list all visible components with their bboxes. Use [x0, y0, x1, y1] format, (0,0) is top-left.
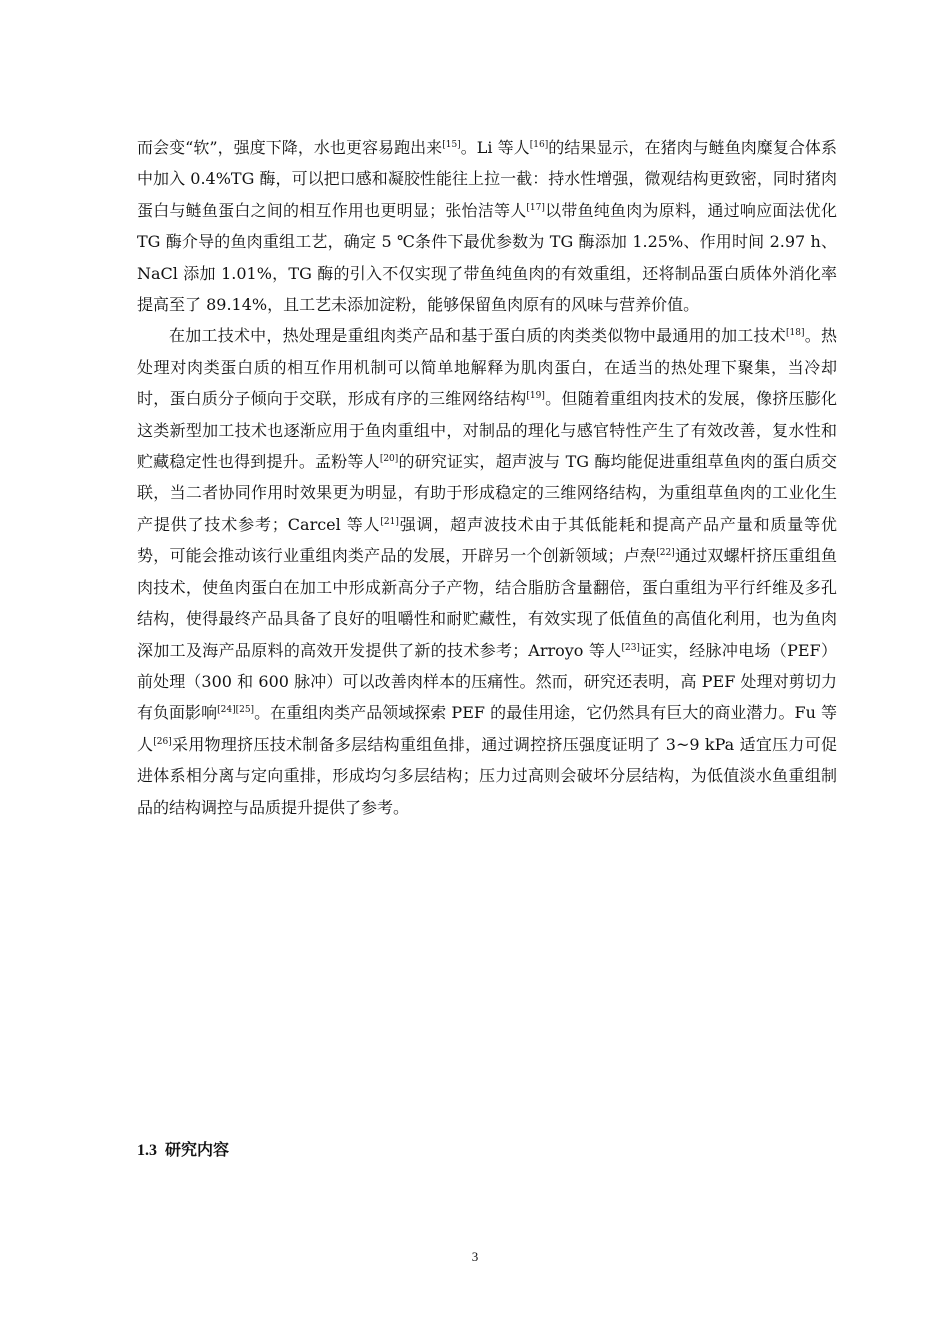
paragraph-2 — [137, 320, 837, 823]
citation-ref: [18] — [786, 328, 805, 339]
citation-ref: [15] — [442, 140, 461, 150]
paragraph-text: 。在重组肉类产品领域探索 PEF 的最佳用途，它仍然具有巨大的商业潜力。Fu 等人 — [137, 703, 837, 754]
page-number: 3 — [471, 1249, 479, 1264]
paragraph-1 — [137, 132, 837, 320]
citation-ref: [26] — [153, 736, 172, 747]
section-title: 研究内容 — [165, 1140, 230, 1159]
paragraph-text: 以带鱼纯鱼肉为原料，通过响应面法优化 TG 酶介导的鱼肉重组工艺，确定 5 ℃条件下最优参数为 TG 酶添加 1.25%、作用时间 2.97 h、NaCl 添加 1.01%，TG 酶的引入不仅实现了带鱼纯鱼肉的有效重组，还将制品蛋白质体外消化率提高至了 89.14%，且工艺未添加淀粉，能够保留鱼肉原有的风味与营养价值。 — [137, 200, 837, 315]
paragraph-text: 。Li 等人 — [460, 138, 530, 157]
citation-ref: [22] — [656, 548, 675, 559]
paragraph-text: 证实，经脉冲电场（PEF）前处理（300 和 600 脉冲）可以改善肉样本的压痛性。然而，研究还表明，高 PEF 处理对剪切力有负面影响 — [137, 640, 837, 723]
citation-ref: [20] — [379, 454, 399, 465]
citation-ref: [17] — [526, 202, 545, 213]
paragraph-text: 采用物理挤压技术制备多层结构重组鱼排，通过调控挤压强度证明了 3~9 kPa 适宜压力可促进体系相分离与定向重排，形成均匀多层结构；压力过高则会破坏分层结构，为低值淡水鱼重组制品的结构调控与品质提升提供了参考。 — [137, 734, 837, 817]
paragraph-text: 在加工技术中，热处理是重组肉类产品和基于蛋白质的肉类类似物中最通用的加工技术 — [169, 326, 787, 346]
paragraph-text: 。但随着重组肉技术的发展，像挤压膨化这类新型加工技术也逐渐应用于鱼肉重组中，对制品的理化与感官特性产生了有效改善，复水性和贮藏稳定性也得到提升。孟粉等人 — [137, 389, 837, 472]
paragraph-text: 而会变“软”，强度下降，水也更容易跑出来 — [137, 138, 443, 157]
paragraph-text: 通过双螺杆挤压重组鱼肉技术，使鱼肉蛋白在加工中形成新高分子产物，结合脂肪含量翻倍，蛋白重组为平行纤维及多孔结构，使得最终产品具备了良好的咀嚼性和耐贮藏性，有效实现了低值鱼的高值化利用，也为鱼肉深加工及海产品原料的高效开发提供了新的技术参考；Arroyo 等人 — [137, 546, 837, 660]
paragraph-text: 。热处理对肉类蛋白质的相互作用机制可以简单地解释为肌肉蛋白，在适当的热处理下聚集，当冷却时，蛋白质分子倾向于交联，形成有序的三维网络结构 — [137, 326, 837, 409]
paragraph-text: 的研究证实，超声波与 TG 酶均能促进重组草鱼肉的蛋白质交联，当二者协同作用时效果更为明显，有助于形成稳定的三维网络结构，为重组草鱼肉的工业化生产提供了技术参考；Carcel 等人 — [137, 452, 837, 534]
section-heading — [137, 1139, 229, 1162]
citation-ref: [21] — [380, 516, 399, 527]
citation-ref: [23] — [621, 642, 640, 653]
paragraph-text: 强调，超声波技术由于其低能耗和提高产品产量和质量等优势，可能会推动该行业重组肉类产品的发展，开辟另一个创新领域；卢焘 — [137, 514, 837, 566]
body-text — [137, 132, 837, 823]
citation-ref: [16] — [529, 140, 549, 150]
citation-ref: [24][25] — [217, 705, 255, 716]
section-number: 1.3 — [137, 1142, 157, 1159]
citation-ref: [19] — [526, 391, 545, 402]
paragraph-text: 的结果显示，在猪肉与鲢鱼肉糜复合体系中加入 0.4%TG 酶，可以把口感和凝胶性能往上拉一截：持水性增强，微观结构更致密，同时猪肉蛋白与鲢鱼蛋白之间的相互作用也更明显；张怡洁等人 — [137, 138, 837, 220]
